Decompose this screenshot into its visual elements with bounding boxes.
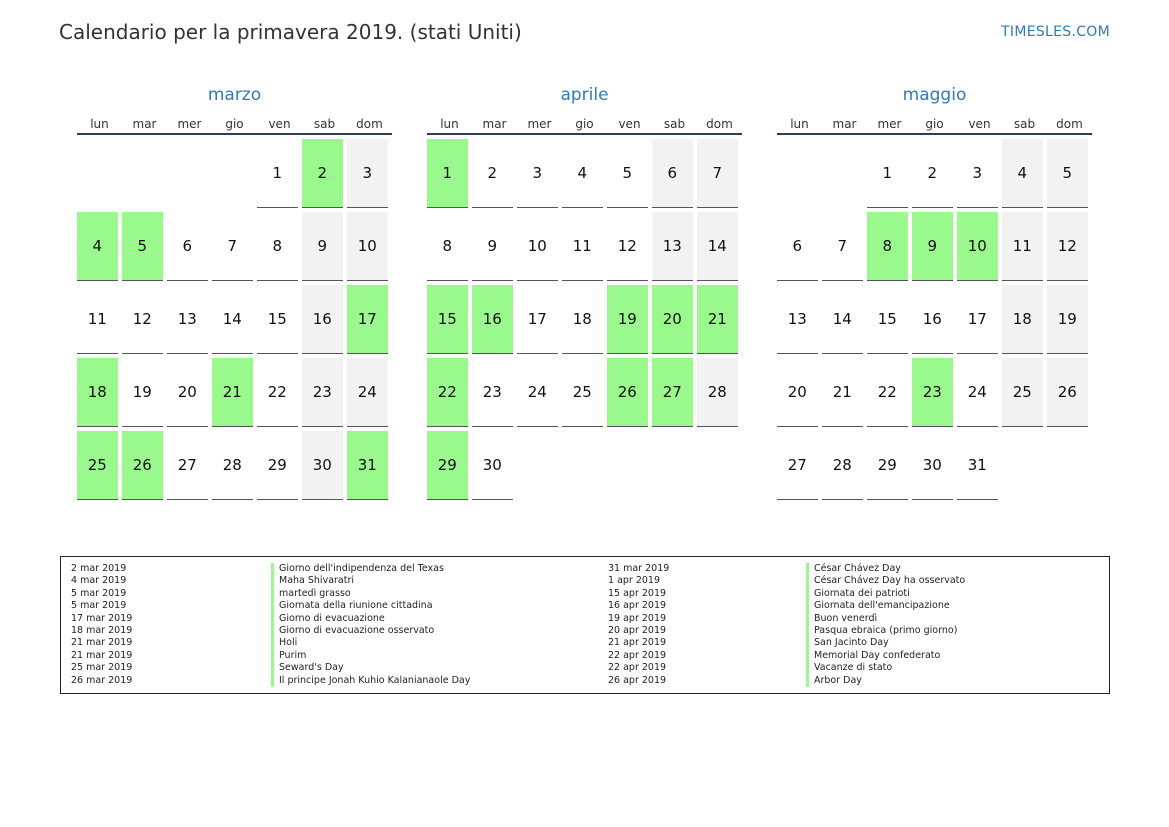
holiday-day-cell: 25 xyxy=(77,431,118,500)
day-cell: 29 xyxy=(257,431,298,500)
day-cell: 6 xyxy=(652,139,693,208)
legend-holiday-name: Vacanze di stato xyxy=(806,662,965,674)
day-cell: 30 xyxy=(302,431,343,500)
holiday-day-cell: 20 xyxy=(652,285,693,354)
day-cell: 24 xyxy=(957,358,998,427)
weekday-label: mer xyxy=(527,117,552,131)
legend-date: 5 mar 2019 xyxy=(71,600,127,612)
legend-holiday-name: San Jacinto Day xyxy=(806,637,965,649)
day-cell: 2 xyxy=(912,139,953,208)
day-cell: 19 xyxy=(1047,285,1088,354)
month-1 xyxy=(427,84,742,504)
empty-day-cell xyxy=(777,139,818,208)
legend-date: 2 mar 2019 xyxy=(71,563,127,574)
legend-date: 19 apr 2019 xyxy=(608,612,667,624)
week-row xyxy=(77,212,392,285)
weekday-header xyxy=(427,117,742,135)
holiday-day-cell: 23 xyxy=(912,358,953,427)
week-row xyxy=(427,285,742,358)
empty-day-cell xyxy=(562,431,603,500)
day-cell: 6 xyxy=(777,212,818,281)
legend-names-right xyxy=(806,563,965,687)
day-cell: 23 xyxy=(472,358,513,427)
holiday-day-cell: 31 xyxy=(347,431,388,500)
day-cell: 25 xyxy=(1002,358,1043,427)
day-cell: 31 xyxy=(957,431,998,500)
holiday-day-cell: 22 xyxy=(427,358,468,427)
day-cell: 30 xyxy=(912,431,953,500)
day-cell: 5 xyxy=(1047,139,1088,208)
weekday-label: mer xyxy=(877,117,902,131)
day-cell: 12 xyxy=(1047,212,1088,281)
legend-date: 21 apr 2019 xyxy=(608,637,667,649)
legend-date: 20 apr 2019 xyxy=(608,624,667,636)
weekday-label: dom xyxy=(356,117,383,131)
day-cell: 27 xyxy=(167,431,208,500)
weekday-label: ven xyxy=(268,117,291,131)
holiday-day-cell: 21 xyxy=(697,285,738,354)
weekday-label: gio xyxy=(575,117,594,131)
day-cell: 1 xyxy=(257,139,298,208)
holiday-day-cell: 26 xyxy=(607,358,648,427)
day-cell: 13 xyxy=(777,285,818,354)
empty-day-cell xyxy=(122,139,163,208)
legend-holiday-name: Giorno di evacuazione xyxy=(271,613,470,625)
day-cell: 19 xyxy=(122,358,163,427)
legend-date: 21 mar 2019 xyxy=(71,649,133,661)
weekday-header xyxy=(777,117,1092,135)
month-name: marzo xyxy=(207,85,262,105)
legend-holiday-name: Giornata dell'emancipazione xyxy=(806,600,965,612)
holiday-day-cell: 9 xyxy=(912,212,953,281)
holiday-legend xyxy=(60,556,1110,694)
day-cell: 20 xyxy=(167,358,208,427)
day-cell: 13 xyxy=(167,285,208,354)
day-cell: 26 xyxy=(1047,358,1088,427)
day-cell: 7 xyxy=(212,212,253,281)
day-cell: 11 xyxy=(77,285,118,354)
legend-holiday-name: Giornata della riunione cittadina xyxy=(271,600,470,612)
day-cell: 16 xyxy=(302,285,343,354)
month-2 xyxy=(777,84,1092,504)
holiday-day-cell: 8 xyxy=(867,212,908,281)
holiday-day-cell: 16 xyxy=(472,285,513,354)
day-cell: 2 xyxy=(472,139,513,208)
week-row xyxy=(777,431,1092,504)
page-title: Calendario per la primavera 2019. (stati Uniti) xyxy=(59,20,522,44)
day-cell: 14 xyxy=(822,285,863,354)
legend-date: 26 mar 2019 xyxy=(71,674,133,686)
holiday-day-cell: 1 xyxy=(427,139,468,208)
day-cell: 12 xyxy=(607,212,648,281)
weekday-label: ven xyxy=(618,117,641,131)
holiday-day-cell: 4 xyxy=(77,212,118,281)
legend-date: 22 apr 2019 xyxy=(608,649,667,661)
day-cell: 12 xyxy=(122,285,163,354)
week-row xyxy=(77,285,392,358)
day-cell: 20 xyxy=(777,358,818,427)
day-cell: 9 xyxy=(302,212,343,281)
empty-day-cell xyxy=(607,431,648,500)
legend-date: 15 apr 2019 xyxy=(608,587,667,599)
holiday-day-cell: 17 xyxy=(347,285,388,354)
day-cell: 17 xyxy=(517,285,558,354)
day-cell: 28 xyxy=(822,431,863,500)
day-cell: 7 xyxy=(697,139,738,208)
legend-holiday-name: Giorno dell'indipendenza del Texas xyxy=(271,563,470,575)
empty-day-cell xyxy=(77,139,118,208)
legend-holiday-name: martedì grasso xyxy=(271,588,470,600)
day-cell: 3 xyxy=(517,139,558,208)
legend-date: 21 mar 2019 xyxy=(71,637,133,649)
legend-holiday-name: Buon venerdì xyxy=(806,613,965,625)
weekday-label: sab xyxy=(663,117,686,131)
week-row xyxy=(427,358,742,431)
week-row xyxy=(427,212,742,285)
day-cell: 14 xyxy=(697,212,738,281)
day-cell: 6 xyxy=(167,212,208,281)
holiday-day-cell: 18 xyxy=(77,358,118,427)
day-cell: 4 xyxy=(1002,139,1043,208)
day-cell: 10 xyxy=(517,212,558,281)
day-cell: 23 xyxy=(302,358,343,427)
day-cell: 15 xyxy=(867,285,908,354)
day-cell: 18 xyxy=(562,285,603,354)
day-cell: 13 xyxy=(652,212,693,281)
week-row xyxy=(77,431,392,504)
day-cell: 22 xyxy=(257,358,298,427)
empty-day-cell xyxy=(517,431,558,500)
empty-day-cell xyxy=(212,139,253,208)
weekday-header xyxy=(77,117,392,135)
legend-holiday-name: César Chávez Day ha osservato xyxy=(806,575,965,587)
weekday-label: lun xyxy=(440,117,459,131)
holiday-day-cell: 10 xyxy=(957,212,998,281)
day-cell: 5 xyxy=(607,139,648,208)
legend-date: 5 mar 2019 xyxy=(71,587,127,599)
legend-date: 26 apr 2019 xyxy=(608,674,667,686)
week-row xyxy=(777,139,1092,212)
empty-day-cell xyxy=(822,139,863,208)
day-cell: 17 xyxy=(957,285,998,354)
legend-holiday-name: Holi xyxy=(271,637,470,649)
month-name: aprile xyxy=(560,85,609,105)
holiday-day-cell: 2 xyxy=(302,139,343,208)
day-cell: 4 xyxy=(562,139,603,208)
empty-day-cell xyxy=(652,431,693,500)
day-cell: 9 xyxy=(472,212,513,281)
weekday-label: mer xyxy=(177,117,202,131)
legend-date: 22 apr 2019 xyxy=(608,662,667,674)
weekday-label: sab xyxy=(313,117,336,131)
weekday-label: dom xyxy=(1056,117,1083,131)
day-cell: 16 xyxy=(912,285,953,354)
holiday-day-cell: 5 xyxy=(122,212,163,281)
holiday-day-cell: 26 xyxy=(122,431,163,500)
week-row xyxy=(77,139,392,212)
brand-link[interactable]: TIMESLES.COM xyxy=(1001,24,1110,40)
day-cell: 24 xyxy=(347,358,388,427)
day-cell: 25 xyxy=(562,358,603,427)
legend-holiday-name: Purim xyxy=(271,650,470,662)
weekday-label: gio xyxy=(925,117,944,131)
week-row xyxy=(777,358,1092,431)
holiday-day-cell: 29 xyxy=(427,431,468,500)
day-cell: 3 xyxy=(957,139,998,208)
day-cell: 21 xyxy=(822,358,863,427)
legend-date: 31 mar 2019 xyxy=(608,563,670,574)
day-cell: 8 xyxy=(257,212,298,281)
legend-date: 4 mar 2019 xyxy=(71,575,127,587)
legend-date: 25 mar 2019 xyxy=(71,662,133,674)
legend-dates-right xyxy=(608,563,669,687)
day-cell: 7 xyxy=(822,212,863,281)
week-row xyxy=(777,285,1092,358)
day-cell: 27 xyxy=(777,431,818,500)
legend-dates-left xyxy=(71,563,132,687)
legend-holiday-name: César Chávez Day xyxy=(806,563,965,575)
day-cell: 14 xyxy=(212,285,253,354)
legend-holiday-name: Seward's Day xyxy=(271,662,470,674)
legend-holiday-name: Giorno di evacuazione osservato xyxy=(271,625,470,637)
weekday-label: gio xyxy=(225,117,244,131)
weekday-label: ven xyxy=(968,117,991,131)
legend-holiday-name: Arbor Day xyxy=(806,675,965,687)
day-cell: 3 xyxy=(347,139,388,208)
day-cell: 1 xyxy=(867,139,908,208)
day-cell: 15 xyxy=(257,285,298,354)
weekday-label: dom xyxy=(706,117,733,131)
day-cell: 11 xyxy=(1002,212,1043,281)
day-cell: 24 xyxy=(517,358,558,427)
legend-date: 17 mar 2019 xyxy=(71,612,133,624)
week-row xyxy=(77,358,392,431)
weekday-label: mar xyxy=(132,117,157,131)
legend-date: 18 mar 2019 xyxy=(71,624,133,636)
day-cell: 18 xyxy=(1002,285,1043,354)
legend-names-left xyxy=(271,563,470,687)
legend-date: 1 apr 2019 xyxy=(608,575,661,587)
day-cell: 29 xyxy=(867,431,908,500)
week-row xyxy=(427,139,742,212)
legend-holiday-name: Il principe Jonah Kuhio Kalanianaole Day xyxy=(271,675,470,687)
holiday-day-cell: 19 xyxy=(607,285,648,354)
weekday-label: mar xyxy=(482,117,507,131)
weekday-label: lun xyxy=(90,117,109,131)
month-0 xyxy=(77,84,392,504)
legend-holiday-name: Pasqua ebraica (primo giorno) xyxy=(806,625,965,637)
empty-day-cell xyxy=(697,431,738,500)
day-cell: 28 xyxy=(212,431,253,500)
holiday-day-cell: 27 xyxy=(652,358,693,427)
week-row xyxy=(427,431,742,504)
weekday-label: sab xyxy=(1013,117,1036,131)
weekday-label: lun xyxy=(790,117,809,131)
legend-holiday-name: Memorial Day confederato xyxy=(806,650,965,662)
legend-holiday-name: Giornata dei patrioti xyxy=(806,588,965,600)
day-cell: 22 xyxy=(867,358,908,427)
day-cell: 28 xyxy=(697,358,738,427)
day-cell: 30 xyxy=(472,431,513,500)
holiday-day-cell: 21 xyxy=(212,358,253,427)
weekday-label: mar xyxy=(832,117,857,131)
day-cell: 11 xyxy=(562,212,603,281)
holiday-day-cell: 15 xyxy=(427,285,468,354)
empty-day-cell xyxy=(1047,431,1088,500)
empty-day-cell xyxy=(167,139,208,208)
legend-holiday-name: Maha Shivaratri xyxy=(271,575,470,587)
day-cell: 10 xyxy=(347,212,388,281)
day-cell: 8 xyxy=(427,212,468,281)
week-row xyxy=(777,212,1092,285)
legend-date: 16 apr 2019 xyxy=(608,600,667,612)
empty-day-cell xyxy=(1002,431,1043,500)
month-name: maggio xyxy=(902,85,967,105)
